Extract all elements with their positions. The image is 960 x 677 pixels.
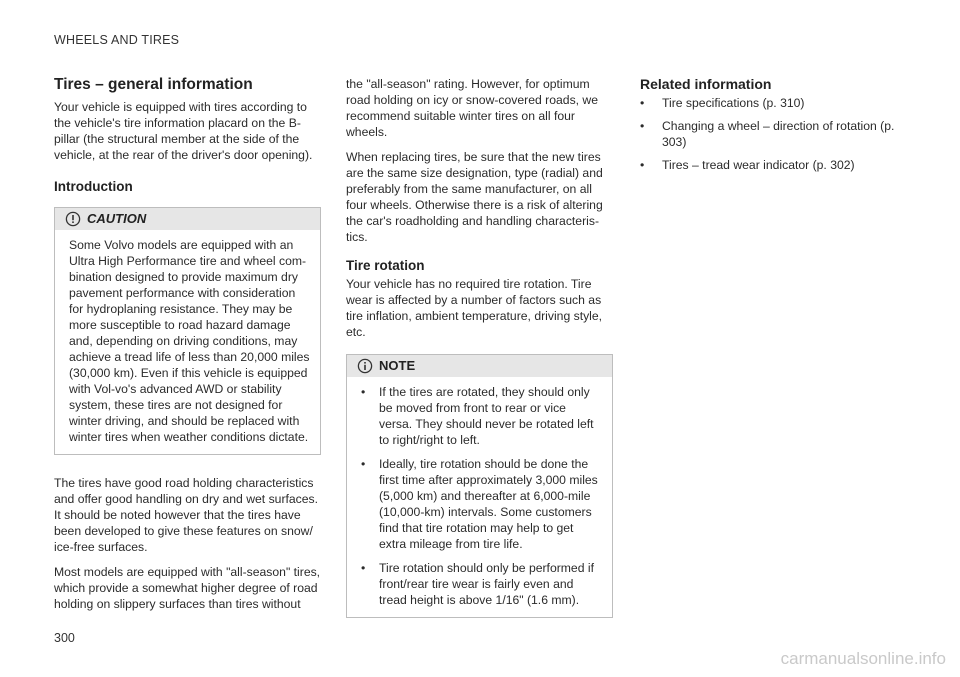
bullet: •: [361, 385, 366, 399]
intro-paragraph: Your vehicle is equipped with tires according to the vehicle's tire information placard on the B-pillar (the structural member at the side of the vehicle, at the rear of the driver's door opening).: [54, 100, 313, 162]
column-3: [640, 76, 907, 180]
related-link[interactable]: [640, 118, 907, 150]
caution-icon: [65, 211, 81, 227]
list-item-text: If the tires are rotated, they should only be moved from front to rear or vice versa. They should never be rotated left to right/right to left.: [379, 385, 594, 447]
tire-rotation-text: Your vehicle has no required tire rotation. Tire wear is affected by a number of factors such as tire inflation, ambient temperature, driving style, etc.: [346, 277, 603, 339]
running-header: WHEELS AND TIRES: [54, 33, 180, 47]
caution-body: [55, 230, 320, 454]
note-body: [347, 377, 612, 617]
list-item: [361, 560, 602, 608]
body-paragraph: When replacing tires, be sure that the new tires are the same size designation, type (radial) and preferably from the same manufacturer, on all four wheels. Otherwise there is a risk of altering the car's roadholding and handling characteris-tics.: [346, 150, 603, 244]
bullet: •: [361, 561, 366, 575]
caution-box: [54, 207, 321, 455]
body-paragraph: The tires have good road holding characteristics and offer good handling on dry and wet surfaces. It should be noted however that the tires have been developed to give these features on snow/ ice-free surfaces.: [54, 476, 319, 554]
note-box: [346, 354, 613, 618]
caution-header: [55, 208, 320, 230]
watermark: carmanualsonline.info: [780, 649, 946, 668]
note-list: [361, 384, 602, 608]
note-header: [347, 355, 612, 377]
bullet: •: [640, 119, 645, 133]
introduction-heading: Introduction: [54, 179, 133, 194]
related-link-text[interactable]: Changing a wheel – direction of rotation (p. 303): [662, 119, 895, 149]
list-item-text: Tire rotation should only be performed if front/rear tire wear is fairly even and tread height is above 1/16" (1.6 mm).: [379, 561, 594, 607]
column-1: [54, 76, 321, 621]
tire-rotation-heading: Tire rotation: [346, 258, 425, 273]
list-item: [361, 384, 602, 448]
related-link[interactable]: [640, 157, 907, 173]
related-link-text[interactable]: Tire specifications (p. 310): [662, 96, 805, 110]
page-number: 300: [54, 631, 75, 645]
list-item: [361, 456, 602, 552]
body-paragraph: the "all-season" rating. However, for optimum road holding on icy or snow-covered roads, we recommend suitable winter tires on all four wheels.: [346, 77, 599, 139]
related-link-text[interactable]: Tires – tread wear indicator (p. 302): [662, 158, 855, 172]
bullet: •: [640, 158, 645, 172]
info-icon: [357, 358, 373, 374]
bullet: •: [640, 96, 645, 110]
body-paragraph: Most models are equipped with "all-season" tires, which provide a somewhat higher degree of road holding on slippery surfaces than tires without: [54, 565, 321, 611]
list-item-text: Ideally, tire rotation should be done the first time after approximately 3,000 miles (5,000 km) and thereafter at 6,000-mile (10,000-km) intervals. Some customers find that tire rotation may help to get extra mileage from tire life.: [379, 457, 598, 551]
related-link[interactable]: [640, 95, 907, 111]
column-2: [346, 76, 613, 638]
page-title: Tires – general information: [54, 76, 253, 93]
related-links: [640, 95, 907, 173]
caution-label: CAUTION: [87, 211, 147, 226]
bullet: •: [361, 457, 366, 471]
related-information-heading: Related information: [640, 76, 772, 92]
caution-text: Some Volvo models are equipped with an Ultra High Performance tire and wheel com-bination designed to provide maximum dry pavement performance with consideration for hydroplaning resistance. They may be more susceptible to road hazard damage and, depending on driving conditions, may achieve a tread life of less than 20,000 miles (30,000 km). Even if this vehicle is equipped with Vol-vo's advanced AWD or stability system, these tires are not designed for winter driving, and should be replaced with winter tires when weather conditions dictate.: [69, 238, 310, 444]
note-label: NOTE: [379, 358, 416, 373]
